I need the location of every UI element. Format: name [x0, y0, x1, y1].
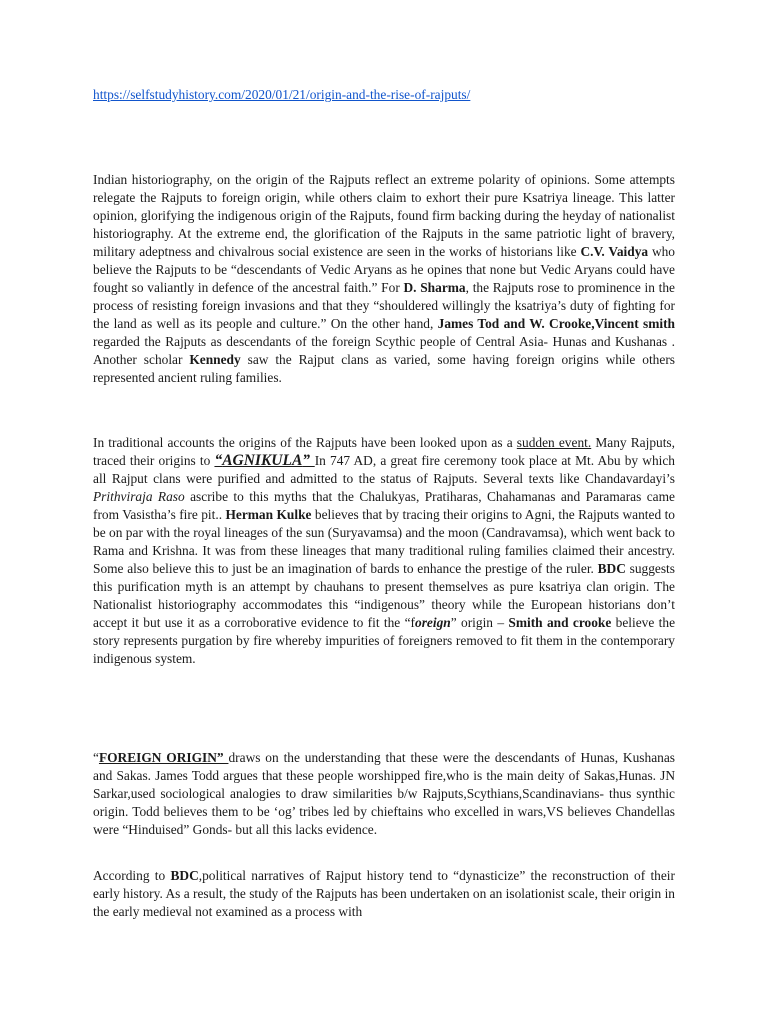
text: ,political narratives of Rajput history tend to “dynasticize” the reconstruction of their early history. As a result, the study of the Rajputs has been undertaken on an isolationist scale, their origin in the early medieval not examined as a process with: [93, 868, 675, 919]
text: , the Rajputs rose to prominence in the process of resisting foreign invasions and that they “shouldered willingly the ksatriya’s duty of fighting for the land as well as its people and culture.” On the other hand,: [93, 280, 676, 331]
text: believe the story represents purgation by fire whereby impurities of foreigners removed to fit them in the contemporary indigenous system.: [93, 615, 676, 666]
bold-name: D. Sharma: [403, 280, 466, 295]
text: In traditional accounts the origins of the Rajputs have been looked upon as a: [93, 435, 517, 450]
bold-italic-text: oreign: [415, 615, 451, 630]
paragraph-historiography: [93, 171, 675, 387]
bold-name: BDC: [597, 561, 626, 576]
bold-name: BDC: [170, 868, 199, 883]
text: ” origin –: [450, 615, 509, 630]
text: Many Rajputs, traced their origins to: [93, 435, 675, 468]
paragraph-bdc: [93, 867, 675, 921]
bold-name: Herman Kulke: [225, 507, 312, 522]
bold-name: Smith and crooke: [508, 615, 612, 630]
foreign-origin-heading: FOREIGN ORIGIN”: [98, 750, 229, 765]
text: suggests this purification myth is an attempt by chauhans to present themselves as pure ksatriya clan origin. The Nationalist historiography accommodates this “indigenous” theory while the European historians don’t accept it but use it as a corroborative evidence to fit the “f: [93, 561, 675, 630]
bold-name: C.V. Vaidya: [580, 244, 649, 259]
text: draws on the understanding that these were the descendants of Hunas, Kushanas and Sakas. James Todd argues that these people worshipped fire,who is the main deity of Sakas,Hunas. JN Sarkar,used sociological analogies to draw similarities b/w Rajputs,Scythians,Scandinavians- thus synthic origin. Todd believes them to be ‘og’ tribes led by chieftains who excelled in wars,VS believes Chandellas were “Hinduised” Gonds- but all this lacks evidence.: [93, 750, 675, 837]
text: saw the Rajput clans as varied, some having foreign origins while others represented ancient ruling families.: [93, 352, 675, 385]
text: regarded the Rajputs as descendants of the foreign Scythic people of Central Asia- Hunas and Kushanas . Another scholar: [93, 334, 675, 367]
text: who believe the Rajputs to be “descendants of Vedic Aryans as he opines that none but Vedic Aryans could have fought so valiantly in defence of the ancestral faith.” For: [93, 244, 676, 295]
bold-name: James Tod and W. Crooke,Vincent smith: [437, 316, 675, 331]
bold-name: Kennedy: [189, 352, 241, 367]
underlined-text: sudden event.: [516, 435, 592, 450]
text: Indian historiography, on the origin of the Rajputs reflect an extreme polarity of opinions. Some attempts relegate the Rajputs to foreign origin, while others claim to exhort their pure Ksatriya lineage. This latter opinion, glorifying the indigenous origin of the Rajputs, found firm backing during the heyday of nationalist historiography. At the extreme end, the glorification of the Rajputs in the same patriotic light of bravery, military adeptness and chivalrous social existence are seen in the works of historians like: [93, 172, 675, 259]
text: believes that by tracing their origins to Agni, the Rajputs wanted to be on par with the royal lineages of the sun (Suryavamsa) and the moon (Candravamsa), which went back to Rama and Krishna. It was from these lineages that many traditional ruling families claimed their ancestry. Some also believe this to just be an imagination of bards to enhance the prestige of the ruler.: [93, 507, 675, 576]
text: “: [93, 750, 99, 765]
text: According to: [93, 868, 171, 883]
paragraph-agnikula: [93, 434, 675, 668]
agnikula-heading: “AGNIKULA”: [214, 452, 315, 469]
source-link[interactable]: https://selfstudyhistory.com/2020/01/21/origin-and-the-rise-of-rajputs/: [93, 87, 471, 102]
text: ascribe to this myths that the Chalukyas, Pratiharas, Chahamanas and Paramaras came from Vasistha’s fire pit..: [93, 489, 675, 522]
text: In 747 AD, a great fire ceremony took place at Mt. Abu by which all Rajput clans were purified and admitted to the status of Rajputs. Several texts like Chandavardayi’s: [93, 453, 675, 486]
paragraph-foreign-origin: [93, 749, 675, 839]
italic-title: Prithviraja Raso: [93, 489, 185, 504]
